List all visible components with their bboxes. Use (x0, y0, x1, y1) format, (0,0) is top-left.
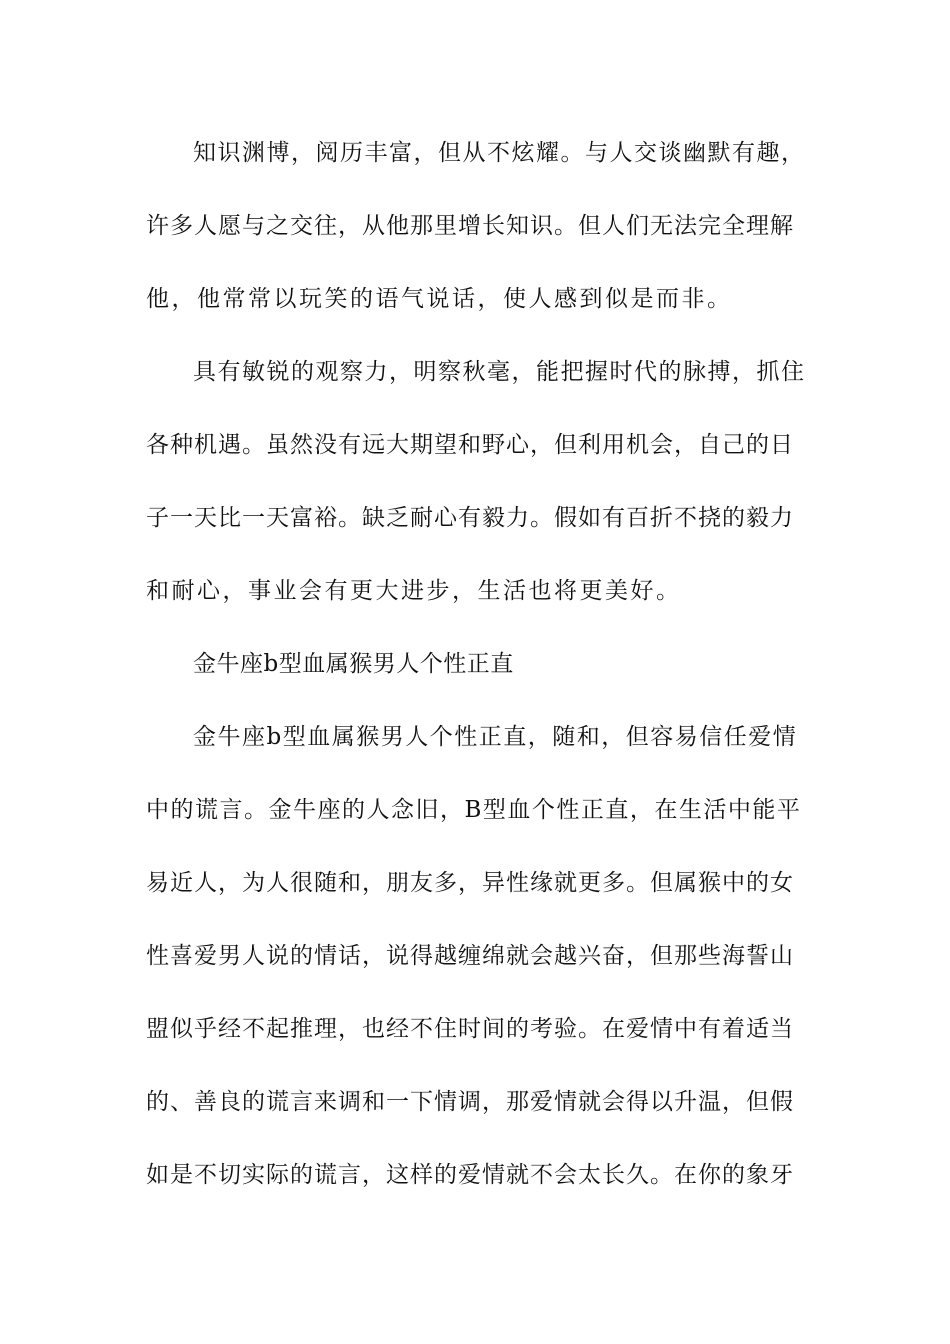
paragraph-2-line-1: 具有敏锐的观察力，明察秋毫，能把握时代的脉搏，抓住 (193, 359, 806, 385)
paragraph-3-line-5: 盟似乎经不起推理，也经不住时间的考验。在爱情中有着适当 (146, 1016, 794, 1042)
paragraph-1-line-2: 许多人愿与之交往，从他那里增长知识。但人们无法完全理解 (146, 213, 794, 239)
paragraph-3-line-7: 如是不切实际的谎言，这样的爱情就不会太长久。在你的象牙 (146, 1162, 794, 1188)
paragraph-3-line-3: 易近人，为人很随和，朋友多，异性缘就更多。但属猴中的女 (146, 870, 794, 896)
paragraph-1-line-1: 知识渊博，阅历丰富，但从不炫耀。与人交谈幽默有趣， (193, 140, 806, 166)
paragraph-3-line-6: 的、善良的谎言来调和一下情调，那爱情就会得以升温，但假 (146, 1089, 794, 1115)
paragraph-3-line-1: 金牛座b型血属猴男人个性正直，随和，但容易信任爱情 (193, 724, 798, 750)
paragraph-1-line-3: 他，他常常以玩笑的语气说话，使人感到似是而非。 (146, 286, 733, 312)
section-heading: 金牛座b型血属猴男人个性正直 (193, 651, 514, 677)
paragraph-2-line-2: 各种机遇。虽然没有远大期望和野心，但利用机会，自己的日 (146, 432, 794, 458)
paragraph-2-line-4: 和耐心，事业会有更大进步，生活也将更美好。 (146, 578, 682, 604)
paragraph-2-line-3: 子一天比一天富裕。缺乏耐心有毅力。假如有百折不挠的毅力 (146, 505, 794, 531)
paragraph-3-line-4: 性喜爱男人说的情话，说得越缠绵就会越兴奋，但那些海誓山 (146, 943, 794, 969)
paragraph-3-line-2: 中的谎言。金牛座的人念旧，B型血个性正直，在生活中能平 (146, 797, 802, 823)
